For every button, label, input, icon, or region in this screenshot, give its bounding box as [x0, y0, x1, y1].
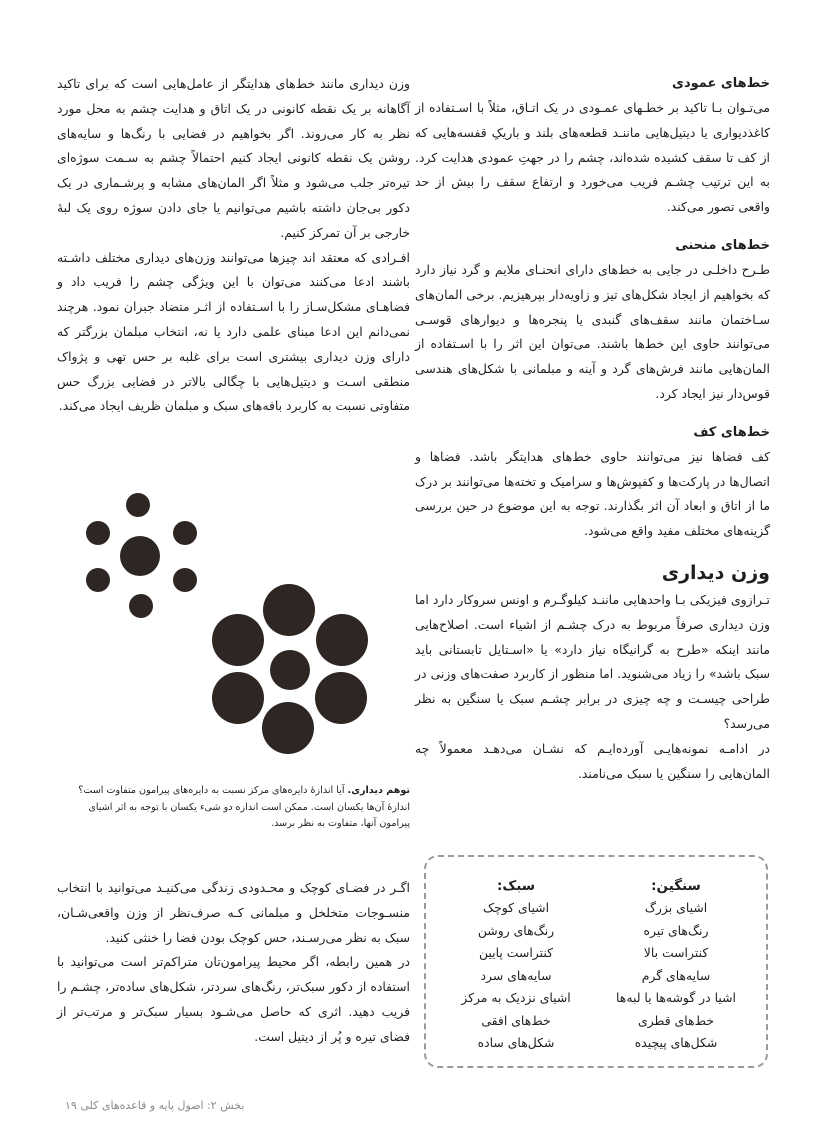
heavy-light-comparison-box: [424, 855, 768, 1068]
heavy-list-item: اشیای بزرگ: [644, 900, 708, 915]
dense-space-paragraph: در همین رابطه، اگر محیط پیرامون‌تان متراکم‌تر است می‌توانید با استفاده از دکور سبک‌تر، رنگ‌های سردتر، شکل‌های ساده‌تر، چشـم را فریب دهید. اثری که حاصل می‌شـود بسیار سبک‌تر و مرتب‌تر از فضای تیره و پُر از دیتیل است.: [57, 954, 410, 1044]
surround-circle: [173, 568, 197, 592]
section-title: بخش ۲: اصول پایه و قاعده‌های کلی: [80, 1099, 245, 1112]
center-circle-small-cluster: [120, 536, 160, 576]
surround-circle: [212, 614, 264, 666]
large-surround-cluster: [212, 584, 368, 754]
vertical-lines-text: می‌تـوان بـا تاکید بر خطـهای عمـودی در یک اتـاق، مثلاً با اسـتفاده از کاغذدیواری یا دیتیل‌هایی ماننـد قطعه‌های بلند و باریکِ قفسه‌هایی که از کف تا سقف کشیده شده‌اند، چشم را در جهتِ عمودی هدایت کرد. به این ترتیب چشـم فریب می‌خورد و ارتفاع سقف را بیش از حد واقعی تصور می‌کند.: [415, 100, 770, 215]
surround-circle: [262, 702, 314, 754]
page-number: ۱۹: [65, 1099, 77, 1112]
light-list-item: کنتراست پایین: [479, 945, 553, 960]
heavy-list-item: خط‌های قطری: [638, 1012, 714, 1028]
curved-lines-text: طـرح داخلـی در جایی به خط‌های دارای انحنـای ملایم و گرد نیاز دارد که بخواهیم از ایجاد شکل‌های تیز و زاویه‌دار بپرهیزیم. برخی المان‌های سـاختمان مانند سقف‌های گنبدی یا پنجره‌ها و دیوارهای قوسـی می‌توانند حاوی این خط‌ها باشند. می‌توان این اثر را با اسـتفاده از المان‌هایی مانند فرش‌های گرد و آینه و مبلمانی با شکل‌های هندسی قوس‌دار نیز ایجاد کرد.: [415, 261, 770, 401]
light-list-item: سایه‌های سرد: [480, 967, 552, 983]
light-heading: سبک:: [496, 878, 535, 894]
heavy-list: [601, 897, 751, 1055]
small-space-paragraph: اگـر در فضـای کوچک و محـدودی زندگی می‌کنیـد می‌توانید با انتخاب منسـوجات متخلخل و مبلمانی کـه صرف‌نظر از وزن واقعی‌شـان، سبک به نظر می‌رسـند، حس کوچک بودن فضا را خنثی کنید.: [57, 880, 410, 945]
optical-illusion-figure: [80, 490, 380, 770]
vertical-lines-heading: خط‌های عمودی: [672, 76, 770, 91]
left-column-top: [57, 72, 410, 419]
heavy-list-item: شکل‌های پیچیده: [634, 1035, 718, 1050]
surround-circle: [86, 521, 110, 545]
surround-circle: [212, 672, 264, 724]
heavy-heading: سنگین:: [651, 878, 701, 894]
surround-circle: [173, 521, 197, 545]
heavy-list-item: رنگ‌های تیره: [643, 922, 709, 938]
figure-caption: [57, 783, 410, 833]
caption-title: توهم دیداری.: [347, 785, 410, 796]
light-list-item: رنگ‌های روشن: [477, 922, 555, 938]
heavy-list-item: کنتراست بالا: [643, 945, 709, 960]
heavy-list-item: سایه‌های گرم: [641, 967, 711, 983]
heavy-column: [601, 875, 751, 1066]
curved-lines-heading: خط‌های منحنی: [675, 237, 770, 253]
left-column-bottom: [57, 876, 410, 1050]
light-column: [441, 875, 591, 1066]
floor-lines-heading: خط‌های کف: [693, 424, 770, 440]
visual-weight-claim-paragraph: افـرادی که معتقد اند چیزها می‌توانند وزن‌های دیداری مختلف داشـته باشند ادعا می‌کنند می‌توان با این ویژگی چشم را فریب داد و فضاهـای مشکل‌سـاز را با اسـتفاده از اثـر متضاد جبران نمود. هرچند نمی‌دانم این ادعا مبنای علمی دارد یا نه، انتخاب مبلمان بزرگتر که دارای وزن دیداری بیشتری است برای غلبه بر حس تهی و پژواک منطقی اسـت و دیتیل‌هایی با چگالی بالاتر در فضایی بزرگ حس متفاوتی نسبت به کاربرد بافه‌های سبک و مبلمان ظریف ایجاد می‌کند.: [57, 249, 410, 414]
light-list-item: شکل‌های ساده: [477, 1035, 555, 1050]
light-list-item: اشیای نزدیک به مرکز: [461, 990, 571, 1005]
visual-weight-text-2: در ادامـه نمونه‌هایـی آورده‌ایـم که نشـان می‌دهـد معمولاً چه المان‌هایی را سنگین یا سبک می‌نامند.: [415, 740, 770, 781]
focal-point-paragraph: وزن دیداری مانند خط‌های هدایتگر از عامل‌هایی است که برای تاکید آگاهانه بر یک نقطه کانونی در یک اتاق و هدایت چشم به محل مورد نظر به کار می‌روند. اگر بخواهیم در فضایی با رنگ‌ها و سایه‌های روشن یک نقطه کانونی ایجاد کنیم احتمالاً چشم به سـمت سوژه‌ای تیره‌تر جلب می‌شود و مثلاً اگر المان‌های مشابه و پرشـماری در یک دکور بی‌جان داشته باشیم می‌توانیم یا جای دادن سوژه روی یک لبهٔ خارجی بر آن تمرکز کنیم.: [57, 76, 410, 240]
surround-circle: [263, 584, 315, 636]
center-circle-large-cluster: [270, 650, 310, 690]
visual-weight-text-1: تـرازوی فیزیکی بـا واحدهایی ماننـد کیلوگـرم و اونس سروکار دارد اما وزن دیداری صرفاً مربوط به درک چشـم از اشیاء است. اصلاح‌هایی مانند اینکه «طرح به گرانیگاه نیاز دارد» یا «اسـتایل تابستانی باید سبک باشد» را زیاد می‌شنوید. اما منظور از کاربرد صفت‌های وزنی در طراحی چیسـت و چه چیزی در برابر چشـم سبک یا سنگین به نظر می‌رسد؟: [415, 591, 770, 731]
small-surround-cluster: [86, 493, 197, 618]
right-column: [415, 72, 770, 786]
surround-circle: [315, 672, 367, 724]
page-footer: [57, 1099, 244, 1112]
light-list: [441, 897, 591, 1055]
floor-lines-text: کف فضاها نیز می‌توانند حاوی خط‌های هدایتگر باشد. فضاها و اتصال‌ها در پارکت‌ها و کفپوش‌ها و سرامیک و تخته‌ها می‌توانند بر درک ما از اتاق و ابعاد آن اثر بگذارند. توجه به این موضوع در حین بررسی گزینه‌های مختلف مفید واقع می‌شود.: [415, 448, 770, 539]
surround-circle: [316, 614, 368, 666]
heavy-list-item: اشیا در گوشه‌ها یا لبه‌ها: [616, 990, 736, 1005]
light-list-item: خط‌های افقی: [481, 1012, 551, 1028]
surround-circle: [86, 568, 110, 592]
light-list-item: اشیای کوچک: [482, 900, 550, 915]
surround-circle: [129, 594, 153, 618]
caption-text: آیا اندازهٔ دایره‌های مرکز نسبت به دایره‌های پیرامون متفاوت است؟ اندازهٔ آن‌ها یکسان است. ممکن است اندازه دو شیء یکسان با توجه به اثر اشیای پیرامون آنها، متفاوت به نظر برسد.: [78, 785, 410, 829]
surround-circle: [126, 493, 150, 517]
visual-weight-heading: وزن دیداری: [661, 561, 770, 584]
